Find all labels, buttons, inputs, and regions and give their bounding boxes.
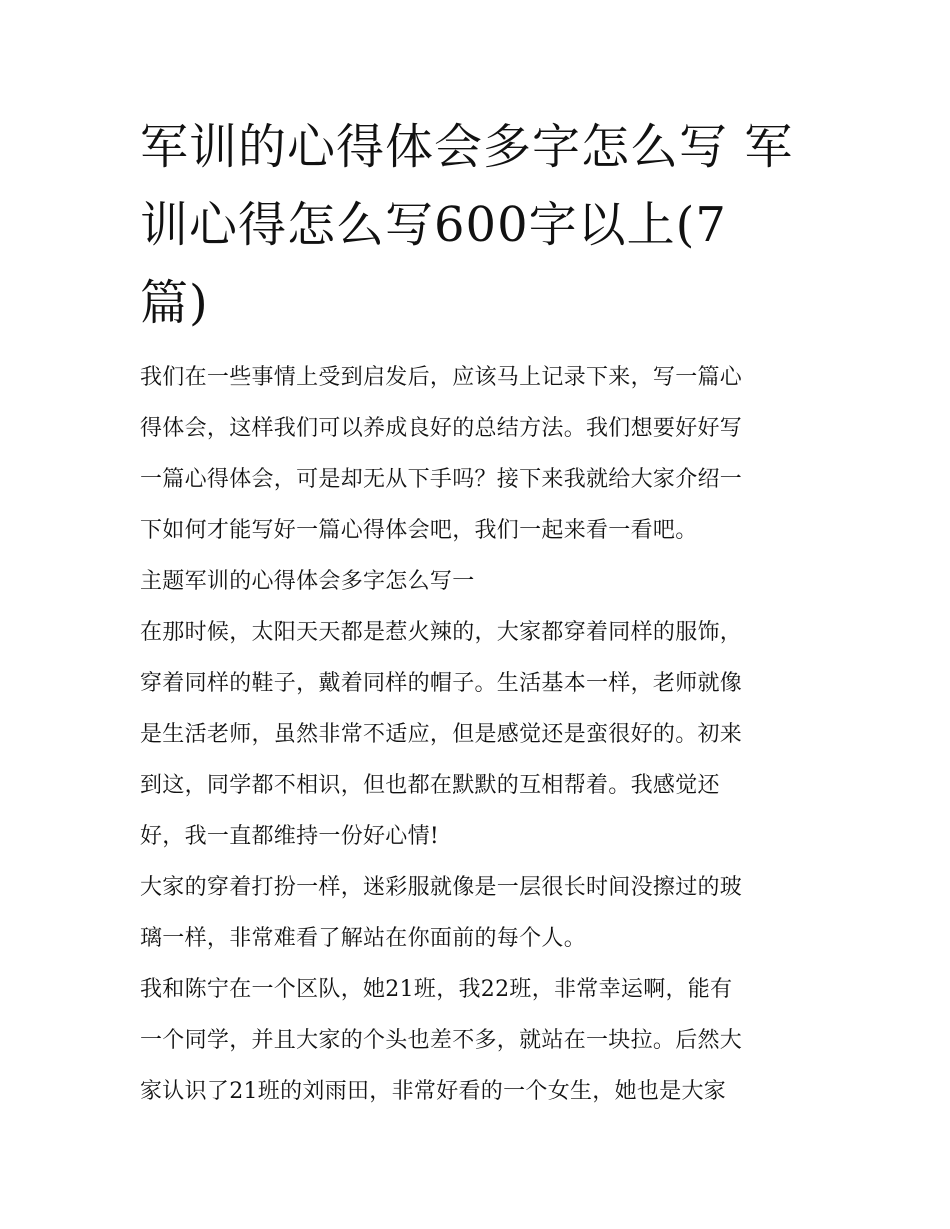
body-paragraph [140,964,812,1117]
text-line: 璃一样，非常难看了解站在你面前的每个人。 [140,926,587,951]
text-line: 一篇心得体会，可是却无从下手吗？接下来我就给大家介绍一 [140,467,743,492]
body-paragraph [140,607,812,862]
title-line: 篇) [140,275,209,331]
text-line: 家认识了21班的刘雨田，非常好看的一个女生，她也是大家 [140,1079,727,1104]
text-line: 主题军训的心得体会多字怎么写一 [140,569,475,594]
text-line: 下如何才能写好一篇心得体会吧，我们一起来看一看吧。 [140,518,698,543]
text-line: 一个同学，并且大家的个头也差不多，就站在一块拉。后然大 [140,1028,743,1053]
text-line: 在那时候，太阳天天都是惹火辣的，大家都穿着同样的服饰， [140,620,743,645]
section-heading [140,556,812,607]
document-title [140,108,810,342]
text-line: 好，我一直都维持一份好心情! [140,824,440,849]
document-body [140,352,812,1117]
body-paragraph [140,862,812,964]
text-line: 穿着同样的鞋子，戴着同样的帽子。生活基本一样，老师就像 [140,671,743,696]
intro-paragraph [140,352,812,556]
text-line: 我和陈宁在一个区队，她21班，我22班，非常幸运啊，能有 [140,977,733,1002]
text-line: 到这，同学都不相识，但也都在默默的互相帮着。我感觉还 [140,773,720,798]
text-line: 得体会，这样我们可以养成良好的总结方法。我们想要好好写 [140,416,743,441]
title-line: 军训的心得体会多字怎么写 军 [140,119,794,175]
title-line: 训心得怎么写600字以上(7 [140,197,727,253]
text-line: 是生活老师，虽然非常不适应，但是感觉还是蛮很好的。初来 [140,722,743,747]
text-line: 我们在一些事情上受到启发后，应该马上记录下来，写一篇心 [140,365,743,390]
text-line: 大家的穿着打扮一样，迷彩服就像是一层很长时间没擦过的玻 [140,875,743,900]
